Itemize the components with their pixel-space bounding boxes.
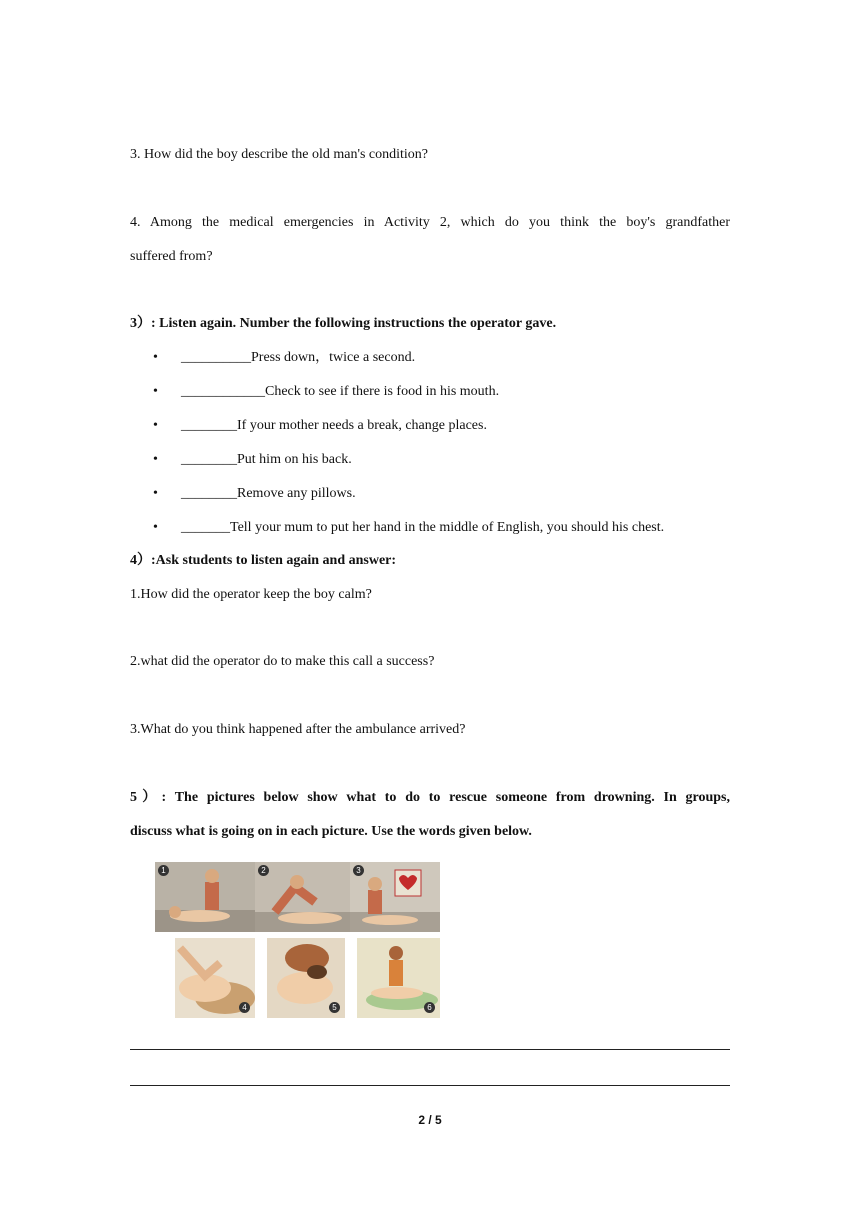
rescue-pictures [155,862,440,1022]
bullet-icon: • [153,486,158,501]
section-4-question-3: 3.What do you think happened after the ambulance arrived? [130,722,466,737]
instruction-text: ________Put him on his back. [181,452,352,467]
answer-line[interactable] [130,1049,730,1050]
question-4-line-1: 4. Among the medical emergencies in Activity 2, which do you think the boy's grandfather [130,215,730,230]
rescue-picture-3 [350,862,440,932]
instruction-item [153,484,733,504]
rescue-picture-6 [357,938,440,1018]
section-4-heading: 4）:Ask students to listen again and answer: [130,553,397,568]
section-5-heading-line-1: 5）: The pictures below show what to do to rescue someone from drowning. In groups, [130,790,730,805]
instruction-text: _______Tell your mum to put her hand in the middle of English, you should his chest. [181,520,665,535]
rescue-picture-5 [267,938,345,1018]
instruction-text: ________Remove any pillows. [181,486,356,501]
bullet-icon: • [153,418,158,433]
section-4-question-2: 2.what did the operator do to make this call a success? [130,654,435,669]
picture-number: 5 [329,1002,340,1013]
section-3-heading: 3）: Listen again. Number the following instructions the operator gave. [130,316,557,331]
section-5-heading-line-2: discuss what is going on in each picture. Use the words given below. [130,824,532,839]
question-4-line-2: suffered from? [130,249,213,264]
instruction-item [153,416,733,436]
rescue-picture-4 [175,938,255,1018]
instruction-text: ____________Check to see if there is food in his mouth. [181,384,500,399]
instruction-item [153,348,733,368]
rescue-illustration [255,862,350,932]
instruction-text: ________If your mother needs a break, change places. [181,418,487,433]
rescue-picture-2 [255,862,350,932]
rescue-picture-1 [155,862,255,932]
bullet-icon: • [153,520,158,535]
instruction-item [153,450,733,470]
picture-number: 6 [424,1002,435,1013]
instruction-text: __________Press down，twice a second. [181,350,416,365]
answer-line[interactable] [130,1085,730,1086]
instruction-item [153,518,733,538]
bullet-icon: • [153,350,158,365]
picture-number: 4 [239,1002,250,1013]
instruction-item [153,382,733,402]
bullet-icon: • [153,452,158,467]
picture-number: 1 [158,865,169,876]
page-number: 2 / 5 [418,1113,442,1127]
bullet-icon: • [153,384,158,399]
section-4-question-1: 1.How did the operator keep the boy calm? [130,587,372,602]
question-3: 3. How did the boy describe the old man's condition? [130,147,429,162]
rescue-illustration [155,862,255,932]
picture-number: 2 [258,865,269,876]
picture-number: 3 [353,865,364,876]
